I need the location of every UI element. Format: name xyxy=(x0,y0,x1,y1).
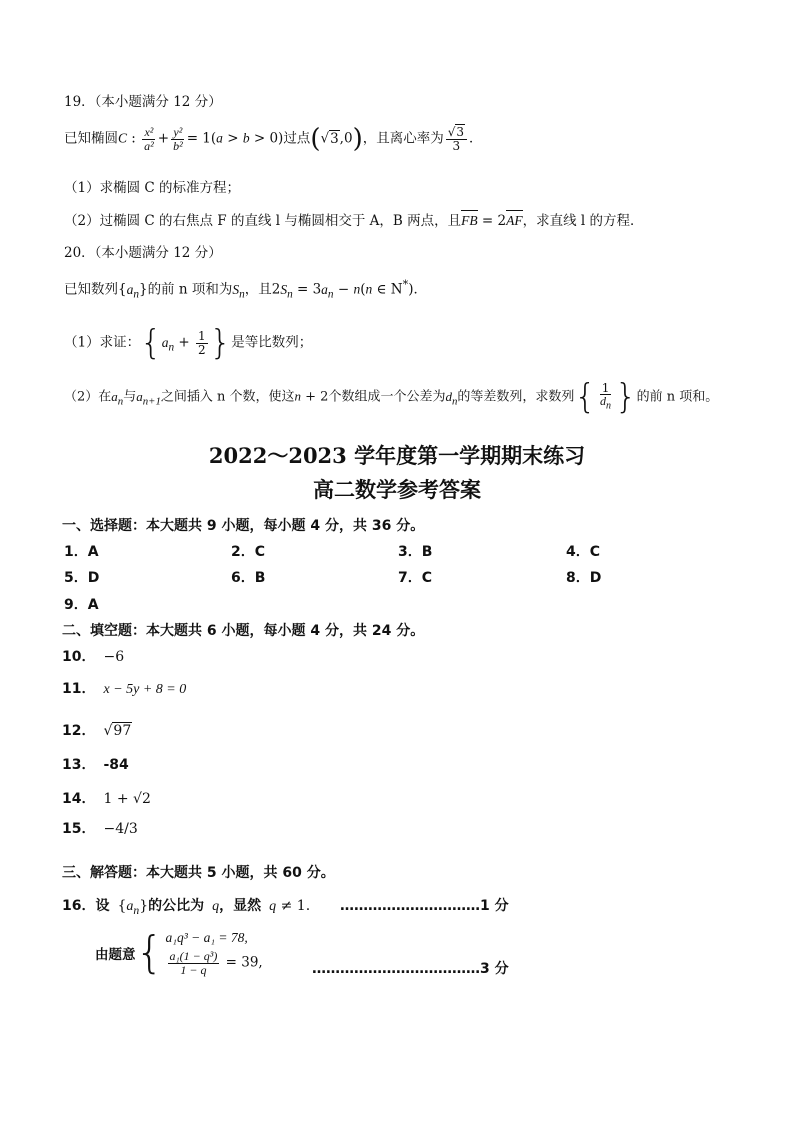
q16-score-1: …………………………1 分 xyxy=(340,898,509,914)
section3-header: 三、解答题：本大题共 5 小题，共 60 分。 xyxy=(62,865,335,881)
p19-part1: （1）求椭圆 C 的标准方程； xyxy=(64,180,241,196)
p19-header: 19．（本小题满分 12 分） xyxy=(64,94,222,110)
p20-header: 20．（本小题满分 12 分） xyxy=(64,245,222,261)
q16-equation-system: 由题意 { a₁q³ − a₁ = 78, $\frac{\text{a₁(1 − q³)}}{1 - q}$ = 39, xyxy=(95,927,263,979)
answer-7: 7．C xyxy=(398,570,433,586)
p20-part1: （1）求证：{$a_n$ + $\frac{1}{2}$ }是等比数列； xyxy=(64,323,313,363)
answer-3: 3．B xyxy=(398,544,433,560)
q16-line1: 16．设 $\{a_n\}$的公比为 q，显然 q ≠ 1. xyxy=(62,898,311,917)
answers-title: 2022～2023 学年度第一学期期末练习 xyxy=(208,443,586,468)
fill-15: 15． −4/3 xyxy=(62,821,138,837)
fill-12: 12． √97 xyxy=(62,723,132,739)
answer-5: 5．D xyxy=(64,570,100,586)
q16-score-2: ………………………………3 分 xyxy=(312,961,509,977)
fill-13: 13． -84 xyxy=(62,757,129,773)
answers-subtitle: 高二数学参考答案 xyxy=(313,477,481,502)
p19-intro: 已知椭圆C : $\frac{\text{x²}}{\text{a²}}$ + $\frac{\text{y²}}{\text{b²}}$ = 1(a > b > 0)过点(√3,0)，且离心率为 $\frac{√3}{3}$ ． xyxy=(64,124,483,155)
section2-header: 二、填空题：本大题共 6 小题，每小题 4 分，共 24 分。 xyxy=(62,623,425,639)
answer-9: 9．A xyxy=(64,597,99,613)
fraction-minus-four-thirds: −4/3 xyxy=(103,821,138,837)
answer-8: 8．D xyxy=(566,570,602,586)
fill-14: 14． 1 + √2 xyxy=(62,791,151,807)
fill-11: 11． x − 5y + 8 = 0 xyxy=(62,681,187,697)
p20-intro: 已知数列$\{a_n\}$的前 n 项和为$S_n$，且$2S_n = 3a_n - n(n$ ∈ N*)． xyxy=(64,278,428,301)
answer-4: 4．C xyxy=(566,544,601,560)
answer-6: 6．B xyxy=(231,570,266,586)
section1-header: 一、选择题：本大题共 9 小题，每小题 4 分，共 36 分。 xyxy=(62,518,425,534)
fill-10: 10． −6 xyxy=(62,649,125,665)
answer-1: 1．A xyxy=(64,544,99,560)
p19-part2: （2）过椭圆 C 的右焦点 F 的直线 l 与椭圆相交于 A，B 两点，且FB = 2AF，求直线 l 的方程． xyxy=(64,213,644,229)
p20-part2: （2）在$a_n$与$a_{n+1}$之间插入 n 个数，使这n + 2个数组成一个公差为$d_n$的等差数列，求数列{ $\frac{1}{d_n}$ }的前 n 项和。 xyxy=(64,377,719,417)
answer-2: 2．C xyxy=(231,544,266,560)
